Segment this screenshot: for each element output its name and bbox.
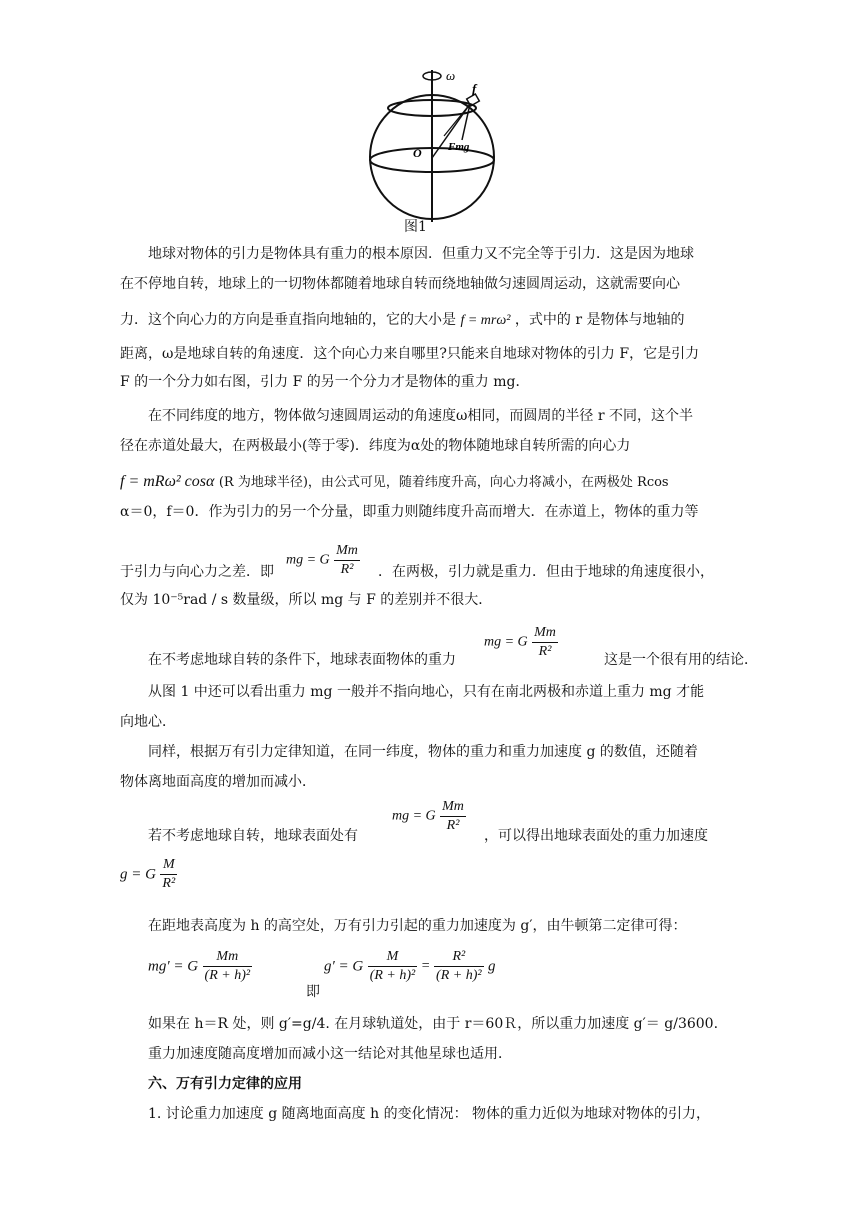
fmg-label: Fmg (448, 141, 470, 153)
text-line (120, 472, 750, 493)
section-heading: 六、万有引力定律的应用 (148, 1076, 302, 1092)
text-segment: 于引力与向心力之差．即 (120, 564, 274, 580)
figure-caption: 图1 (404, 219, 427, 235)
text-line: 1. 讨论重力加速度 g 随离地面高度 h 的变化情况： 物体的重力近似为地球对物体的引力， (148, 1106, 711, 1122)
text-segment: 即 (306, 984, 320, 1000)
centripetal-formula: f = mrω² (460, 313, 511, 328)
text-segment: (R 为地球半径)，由公式可见，随着纬度升高，向心力将减小，在两极处 Rcos (218, 475, 669, 490)
text-line: 向地心． (120, 714, 176, 730)
omega-label: ω (446, 68, 456, 83)
text-line: F 的一个分力如右图，引力 F 的另一个分力才是物体的重力 mg． (120, 374, 530, 390)
text-line (120, 542, 750, 582)
height-gravity-formula: mg′ = G $\frac{Mm}{\text{(R + h)²}}$ (148, 949, 251, 983)
origin-label: O (413, 146, 422, 160)
text-line: 距离，ω是地球自转的角速度．这个向心力来自哪里?只能来自地球对物体的引力 F，它是引力 (120, 346, 700, 362)
gravity-acceleration-formula: g = G $\frac{M}{\text{R²}}$ (120, 857, 176, 891)
latitude-formula: f = mRω² cosα (120, 473, 215, 490)
text-line: 物体离地面高度的增加而减小． (120, 774, 316, 790)
text-line: 从图 1 中还可以看出重力 mg 一般并不指向地心，只有在南北两极和赤道上重力 mg 才能 (148, 684, 705, 700)
text-segment: 这是一个很有用的结论． (604, 652, 758, 668)
text-segment: ，可以得出地球表面处的重力加速度 (484, 828, 708, 844)
text-line: 在距地表高度为 h 的高空处，万有引力引起的重力加速度为 g′，由牛顿第二定律可得： (148, 918, 687, 934)
text-line: 重力加速度随高度增加而减小这一结论对其他星球也适用． (148, 1046, 512, 1062)
text-segment: ．在两极，引力就是重力．但由于地球的角速度很小， (378, 564, 714, 580)
earth-rotation-figure (360, 62, 510, 238)
text-line: 在不同纬度的地方，物体做匀速圆周运动的角速度ω相同，而圆周的半径 r 不同，这个半 (148, 408, 694, 424)
surface-gravity-formula: mg = G $\frac{Mm}{\text{R²}}$ (392, 799, 464, 833)
text-line: 仅为 10⁻⁵rad / s 数量级，所以 mg 与 F 的差别并不很大． (120, 592, 493, 608)
height-acceleration-formula: g′ = G $\frac{M}{\text{(R + h)²}}$ = $\frac{\text{R²}}{\text{(R + h)²}}$ g (324, 949, 496, 983)
text-segment: ，式中的 r 是物体与地轴的 (514, 312, 685, 328)
text-line (148, 798, 778, 848)
text-segment: 力．这个向心力的方向是垂直指向地轴的，它的大小是 (120, 312, 456, 328)
text-line: 同样，根据万有引力定律知道，在同一纬度，物体的重力和重力加速度 g 的数值，还随着 (148, 744, 698, 760)
text-line: 在不停地自转，地球上的一切物体都随着地球自转而绕地轴做匀速圆周运动，这就需要向心 (120, 276, 680, 292)
text-segment: 在不考虑地球自转的条件下，地球表面物体的重力 (148, 652, 456, 668)
gravity-formula: mg = G $\frac{Mm}{\text{R²}}$ (286, 543, 358, 577)
text-segment: 若不考虑地球自转，地球表面处有 (148, 828, 358, 844)
text-line: 径在赤道处最大，在两极最小(等于零)．纬度为α处的物体随地球自转所需的向心力 (120, 438, 631, 454)
text-line (120, 310, 750, 331)
text-line: 如果在 h＝R 处，则 g′=g/4. 在月球轨道处，由于 r＝60Ｒ，所以重力加速度 g′＝ g/3600. (148, 1016, 719, 1032)
formula-line (148, 948, 778, 998)
text-line (148, 624, 778, 666)
f-label: f (472, 81, 477, 96)
text-line: 地球对物体的引力是物体具有重力的根本原因．但重力又不完全等于引力．这是因为地球 (148, 246, 694, 262)
surface-gravity-formula: mg = G $\frac{Mm}{\text{R²}}$ (484, 625, 556, 659)
text-line: α＝0，f＝0．作为引力的另一个分量，即重力则随纬度升高而增大．在赤道上，物体的重力等 (120, 504, 699, 520)
